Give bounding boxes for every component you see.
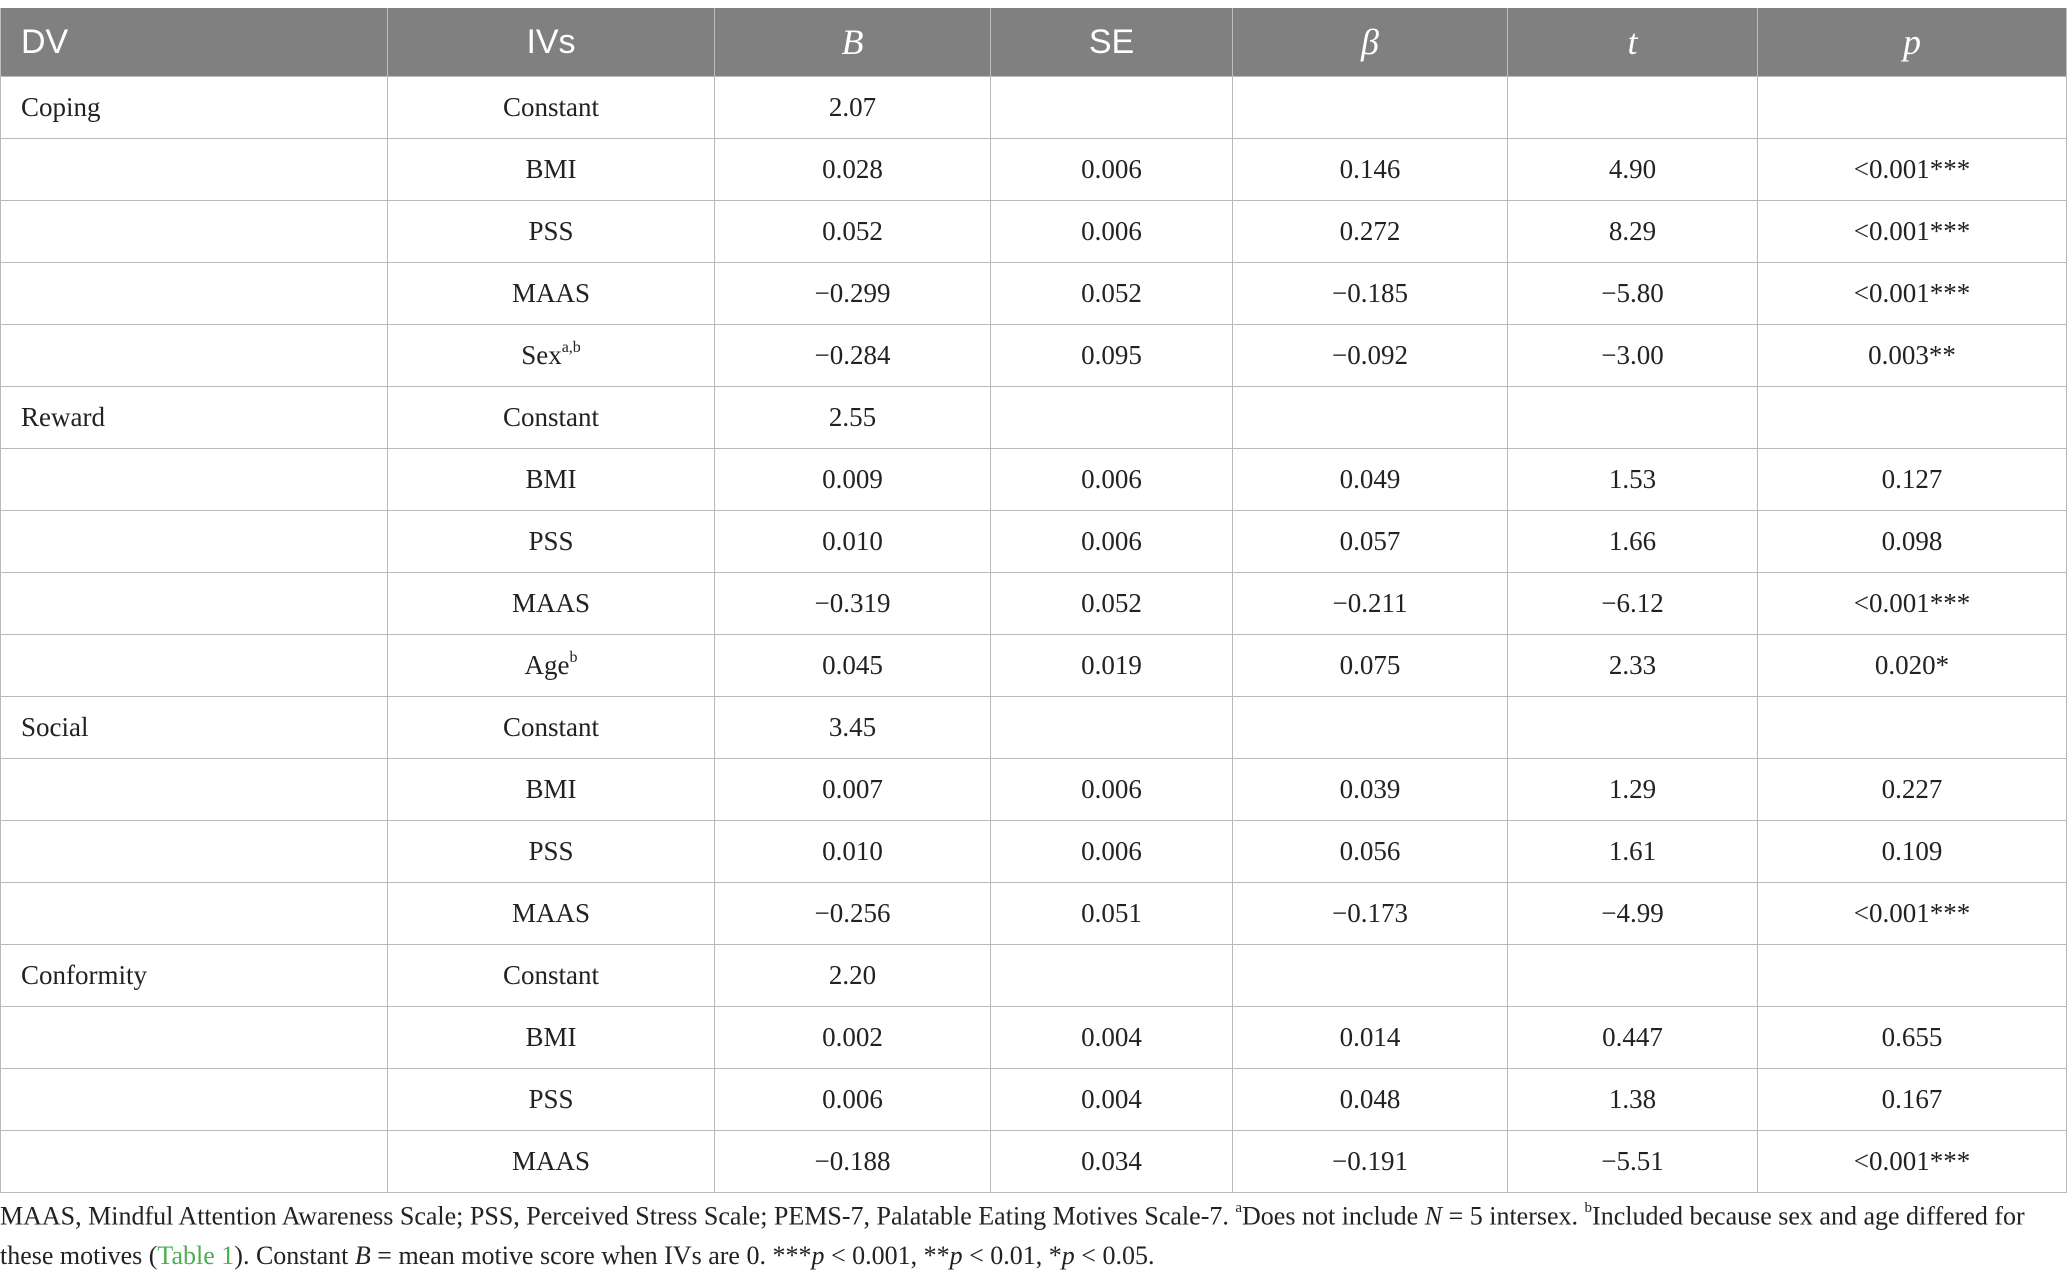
- iv-label: PSS: [528, 836, 574, 866]
- b-cell: −0.319: [715, 573, 991, 635]
- p-cell: [1758, 387, 2067, 449]
- table-row: [1, 325, 2067, 387]
- dv-cell: [1, 263, 388, 325]
- dv-cell: [1, 635, 388, 697]
- header-row: [1, 8, 2067, 77]
- header-t: t: [1508, 8, 1758, 77]
- table-row: [1, 883, 2067, 945]
- se-cell: 0.052: [991, 263, 1233, 325]
- footnote-sup-a: a: [1235, 1200, 1243, 1216]
- iv-label: BMI: [525, 774, 577, 804]
- t-cell: −4.99: [1508, 883, 1758, 945]
- dv-cell: [1, 139, 388, 201]
- iv-label: Constant: [502, 712, 599, 742]
- dv-cell: [1, 759, 388, 821]
- p-cell: <0.001***: [1758, 883, 2067, 945]
- se-cell: 0.019: [991, 635, 1233, 697]
- iv-cell: [388, 945, 715, 1007]
- footnote-p-var-2: p: [949, 1240, 963, 1270]
- iv-cell: [388, 387, 715, 449]
- se-cell: 0.006: [991, 511, 1233, 573]
- iv-superscript: b: [569, 649, 578, 666]
- regression-table-container: [0, 8, 2066, 1193]
- t-cell: 1.38: [1508, 1069, 1758, 1131]
- p-cell: 0.098: [1758, 511, 2067, 573]
- p-cell: 0.109: [1758, 821, 2067, 883]
- p-cell: 0.127: [1758, 449, 2067, 511]
- iv-cell: [388, 1131, 715, 1193]
- se-cell: 0.006: [991, 201, 1233, 263]
- se-cell: 0.006: [991, 821, 1233, 883]
- table-footnote: [0, 1192, 2060, 1275]
- iv-label: PSS: [528, 526, 574, 556]
- table-row: [1, 821, 2067, 883]
- footnote-text-6: = mean motive score when IVs are 0. ***: [370, 1240, 812, 1270]
- se-cell: 0.006: [991, 449, 1233, 511]
- se-cell: 0.034: [991, 1131, 1233, 1193]
- se-cell: [991, 387, 1233, 449]
- b-cell: 0.028: [715, 139, 991, 201]
- footnote-text-4: Included because sex and age differed for these motives (: [0, 1201, 2025, 1270]
- b-cell: −0.188: [715, 1131, 991, 1193]
- beta-cell: 0.014: [1233, 1007, 1508, 1069]
- beta-cell: 0.039: [1233, 759, 1508, 821]
- iv-cell: [388, 1007, 715, 1069]
- b-cell: 3.45: [715, 697, 991, 759]
- dv-cell: [1, 201, 388, 263]
- b-cell: 0.052: [715, 201, 991, 263]
- dv-cell: [1, 883, 388, 945]
- footnote-sup-b: b: [1584, 1200, 1593, 1216]
- dv-cell: [1, 511, 388, 573]
- t-cell: 1.53: [1508, 449, 1758, 511]
- table-row: [1, 449, 2067, 511]
- dv-cell: [1, 325, 388, 387]
- beta-cell: 0.048: [1233, 1069, 1508, 1131]
- t-cell: −3.00: [1508, 325, 1758, 387]
- p-cell: <0.001***: [1758, 201, 2067, 263]
- iv-label: PSS: [528, 216, 574, 246]
- t-cell: 1.61: [1508, 821, 1758, 883]
- footnote-text-8: < 0.01, *: [962, 1240, 1062, 1270]
- footnote-n-var: N: [1424, 1201, 1443, 1231]
- beta-cell: [1233, 945, 1508, 1007]
- iv-label: BMI: [525, 1022, 577, 1052]
- table-row: [1, 263, 2067, 325]
- iv-label: BMI: [525, 154, 577, 184]
- p-cell: <0.001***: [1758, 1131, 2067, 1193]
- iv-cell: [388, 325, 715, 387]
- iv-label: PSS: [528, 1084, 574, 1114]
- iv-cell: [388, 201, 715, 263]
- table-row: [1, 139, 2067, 201]
- t-cell: −5.51: [1508, 1131, 1758, 1193]
- iv-cell: [388, 697, 715, 759]
- footnote-text-1: MAAS, Mindful Attention Awareness Scale; PSS, Perceived Stress Scale; PEMS-7, Palatable Eating Motives Scale-7.: [0, 1201, 1236, 1231]
- dv-cell: Conformity: [1, 945, 388, 1007]
- beta-cell: 0.146: [1233, 139, 1508, 201]
- dv-cell: [1, 821, 388, 883]
- t-cell: 2.33: [1508, 635, 1758, 697]
- table-row: [1, 697, 2067, 759]
- table-row: [1, 759, 2067, 821]
- se-cell: 0.052: [991, 573, 1233, 635]
- header-se: SE: [991, 8, 1233, 77]
- iv-superscript: a,b: [561, 339, 581, 356]
- table-row: [1, 573, 2067, 635]
- beta-cell: [1233, 77, 1508, 139]
- footnote-text-5: ). Constant: [234, 1240, 355, 1270]
- table-row: [1, 1007, 2067, 1069]
- beta-cell: −0.211: [1233, 573, 1508, 635]
- beta-cell: 0.075: [1233, 635, 1508, 697]
- p-cell: [1758, 945, 2067, 1007]
- dv-cell: [1, 449, 388, 511]
- footnote-text-9: < 0.05.: [1074, 1240, 1155, 1270]
- t-cell: −6.12: [1508, 573, 1758, 635]
- beta-cell: −0.191: [1233, 1131, 1508, 1193]
- iv-cell: [388, 139, 715, 201]
- header-p: p: [1758, 8, 2067, 77]
- iv-cell: [388, 759, 715, 821]
- p-cell: <0.001***: [1758, 263, 2067, 325]
- header-dv: DV: [1, 8, 388, 77]
- t-cell: 1.29: [1508, 759, 1758, 821]
- iv-cell: [388, 77, 715, 139]
- iv-label: MAAS: [511, 1146, 591, 1176]
- b-cell: −0.299: [715, 263, 991, 325]
- table-1-link[interactable]: Table 1: [157, 1240, 235, 1270]
- t-cell: −5.80: [1508, 263, 1758, 325]
- b-cell: 2.07: [715, 77, 991, 139]
- p-cell: [1758, 77, 2067, 139]
- iv-cell: [388, 883, 715, 945]
- footnote-b-var: B: [354, 1240, 371, 1270]
- p-cell: 0.003**: [1758, 325, 2067, 387]
- table-row: [1, 1131, 2067, 1193]
- footnote-text-7: < 0.001, **: [824, 1240, 950, 1270]
- se-cell: [991, 697, 1233, 759]
- b-cell: −0.284: [715, 325, 991, 387]
- footnote-text-3: = 5 intersex.: [1442, 1201, 1585, 1231]
- iv-label: Sex: [521, 340, 562, 370]
- header-ivs: IVs: [388, 8, 715, 77]
- dv-cell: [1, 1007, 388, 1069]
- se-cell: 0.004: [991, 1069, 1233, 1131]
- p-cell: 0.227: [1758, 759, 2067, 821]
- iv-cell: [388, 511, 715, 573]
- b-cell: 0.010: [715, 511, 991, 573]
- table-row: [1, 635, 2067, 697]
- b-cell: 0.007: [715, 759, 991, 821]
- footnote-p-var-3: p: [1061, 1240, 1075, 1270]
- iv-label: Age: [524, 650, 570, 680]
- p-cell: 0.020*: [1758, 635, 2067, 697]
- table-row: [1, 945, 2067, 1007]
- table-row: [1, 201, 2067, 263]
- iv-label: Constant: [502, 402, 599, 432]
- t-cell: [1508, 77, 1758, 139]
- dv-cell: Social: [1, 697, 388, 759]
- beta-cell: −0.092: [1233, 325, 1508, 387]
- t-cell: 8.29: [1508, 201, 1758, 263]
- t-cell: [1508, 697, 1758, 759]
- iv-cell: [388, 263, 715, 325]
- b-cell: 0.002: [715, 1007, 991, 1069]
- se-cell: 0.095: [991, 325, 1233, 387]
- table-body: [1, 77, 2067, 1193]
- beta-cell: [1233, 697, 1508, 759]
- iv-cell: [388, 1069, 715, 1131]
- t-cell: [1508, 387, 1758, 449]
- b-cell: 0.006: [715, 1069, 991, 1131]
- regression-table: [0, 8, 2067, 1193]
- p-cell: <0.001***: [1758, 573, 2067, 635]
- dv-cell: [1, 1069, 388, 1131]
- iv-label: MAAS: [511, 278, 591, 308]
- se-cell: [991, 77, 1233, 139]
- iv-label: MAAS: [511, 898, 591, 928]
- beta-cell: −0.185: [1233, 263, 1508, 325]
- table-row: [1, 511, 2067, 573]
- iv-label: Constant: [502, 960, 599, 990]
- t-cell: 0.447: [1508, 1007, 1758, 1069]
- iv-cell: [388, 573, 715, 635]
- beta-cell: 0.056: [1233, 821, 1508, 883]
- beta-cell: 0.049: [1233, 449, 1508, 511]
- table-row: [1, 1069, 2067, 1131]
- b-cell: 2.20: [715, 945, 991, 1007]
- iv-label: Constant: [502, 92, 599, 122]
- footnote-p-var-1: p: [811, 1240, 825, 1270]
- table-row: [1, 77, 2067, 139]
- iv-label: BMI: [525, 464, 577, 494]
- beta-cell: [1233, 387, 1508, 449]
- dv-cell: [1, 1131, 388, 1193]
- b-cell: 0.045: [715, 635, 991, 697]
- dv-cell: Reward: [1, 387, 388, 449]
- t-cell: 4.90: [1508, 139, 1758, 201]
- beta-cell: 0.057: [1233, 511, 1508, 573]
- header-beta: β: [1233, 8, 1508, 77]
- t-cell: [1508, 945, 1758, 1007]
- se-cell: [991, 945, 1233, 1007]
- header-b: B: [715, 8, 991, 77]
- b-cell: 0.010: [715, 821, 991, 883]
- se-cell: 0.004: [991, 1007, 1233, 1069]
- b-cell: 2.55: [715, 387, 991, 449]
- dv-cell: [1, 573, 388, 635]
- table-row: [1, 387, 2067, 449]
- p-cell: 0.167: [1758, 1069, 2067, 1131]
- iv-cell: [388, 635, 715, 697]
- beta-cell: 0.272: [1233, 201, 1508, 263]
- b-cell: −0.256: [715, 883, 991, 945]
- footnote-text-2: Does not include: [1242, 1201, 1425, 1231]
- p-cell: [1758, 697, 2067, 759]
- iv-cell: [388, 821, 715, 883]
- iv-cell: [388, 449, 715, 511]
- iv-label: MAAS: [511, 588, 591, 618]
- b-cell: 0.009: [715, 449, 991, 511]
- p-cell: 0.655: [1758, 1007, 2067, 1069]
- se-cell: 0.006: [991, 759, 1233, 821]
- t-cell: 1.66: [1508, 511, 1758, 573]
- dv-cell: Coping: [1, 77, 388, 139]
- se-cell: 0.006: [991, 139, 1233, 201]
- beta-cell: −0.173: [1233, 883, 1508, 945]
- p-cell: <0.001***: [1758, 139, 2067, 201]
- se-cell: 0.051: [991, 883, 1233, 945]
